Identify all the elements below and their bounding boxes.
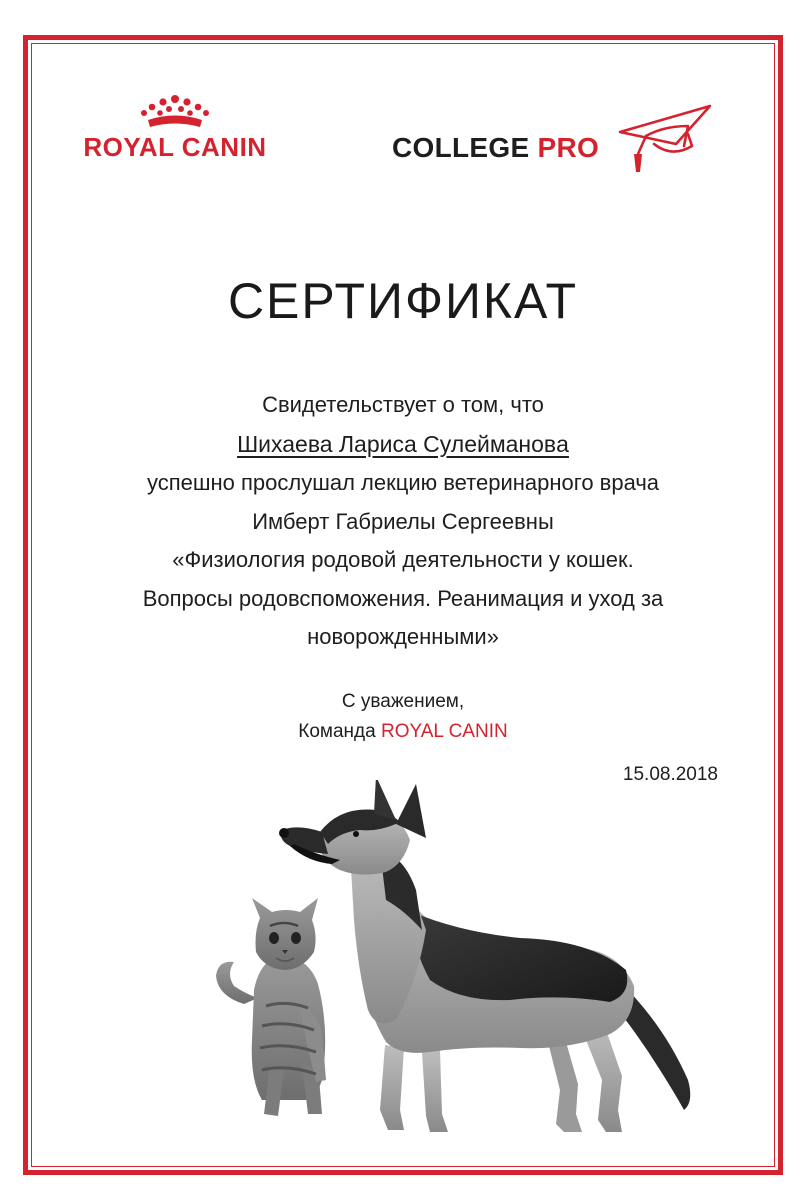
recipient-name: Шихаева Лариса Сулеймановa: [237, 430, 569, 457]
dog-figure: [279, 780, 690, 1132]
college-pro-wordmark: [392, 132, 599, 164]
regards-block: [0, 687, 806, 747]
royal-canin-wordmark: ROYAL CANIN: [83, 132, 267, 162]
college-pro-wordmark-left: COLLEGE: [392, 132, 538, 163]
certificate-title: СЕРТИФИКАТ: [227, 273, 579, 329]
topic-line-3: новорожденными»: [307, 624, 499, 649]
cat-and-dog-photo-icon: [190, 780, 730, 1150]
royal-canin-logo: [80, 94, 270, 166]
team-brand: ROYAL CANIN: [381, 721, 508, 742]
intro-line: Свидетельствует о том, что: [262, 392, 544, 417]
team-prefix: Команда: [298, 721, 376, 742]
lecturer-line: Имберт Габриелы Сергеевны: [252, 508, 554, 534]
certificate-body: [60, 386, 746, 657]
team-line: [0, 717, 806, 747]
topic-line-2: Вопросы родовспоможения. Реанимация и уход за: [142, 585, 664, 611]
graduation-cap-icon: [614, 98, 718, 180]
college-pro-logo: [392, 98, 722, 180]
college-pro-wordmark-accent: PRO: [537, 132, 600, 163]
recipient-line: [60, 425, 746, 465]
certificate-date: 15.08.2018: [622, 764, 718, 785]
action-line: успешно прослушал лекцию ветеринарного врача: [146, 470, 660, 495]
cat-figure: [216, 898, 326, 1116]
regards-line: С уважением,: [341, 691, 465, 712]
topic-line-1: «Физиология родовой деятельности у кошек.: [172, 547, 634, 572]
crown-icon: [132, 94, 218, 130]
